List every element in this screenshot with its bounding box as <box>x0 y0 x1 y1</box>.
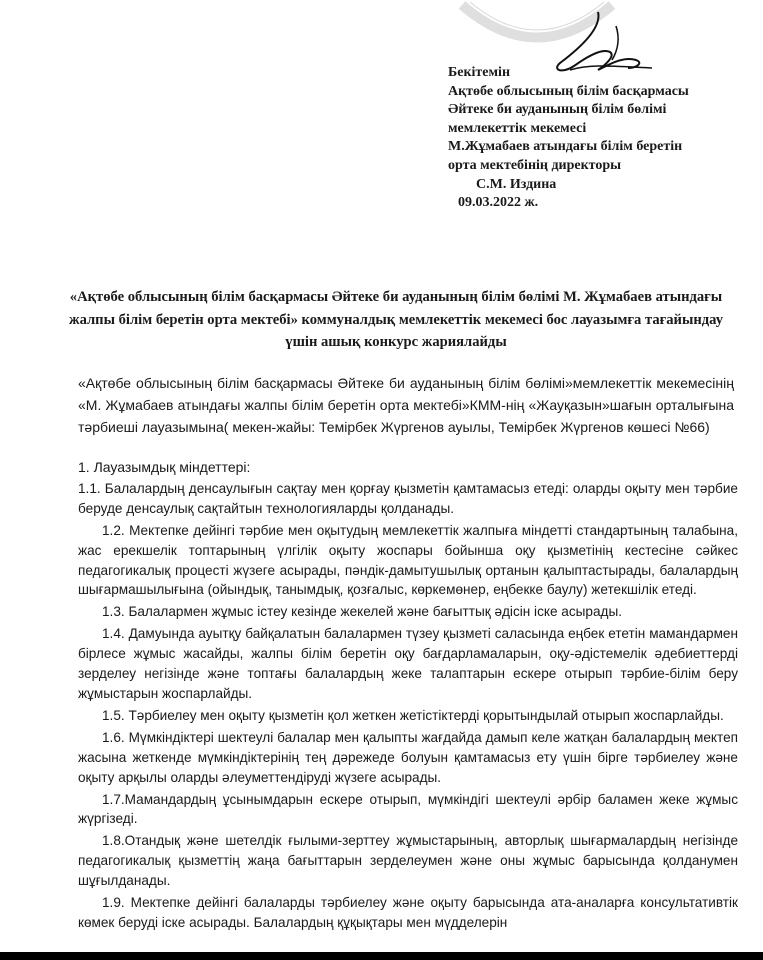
duties-section <box>78 458 738 935</box>
approval-line: Ақтөбе облысының білім басқармасы <box>448 83 689 99</box>
announcement-intro: «Ақтөбе облысының білім басқармасы Әйтеке би ауданының білім бөлімі»мемлекеттік мекемесінің «М. Жұмабаев атындағы жалпы білім беретін орта мектебі»КММ-нің «Жауқазын»шағын орталығына тәрбиеші лауазымына( мекен-жайы: Темірбек Жүргенов ауылы, Темірбек Жүргенов көшесі №66) <box>78 375 734 435</box>
bottom-edge-bar <box>0 952 763 960</box>
duty-item: 1.7.Мамандардың ұсынымдарын ескере отырып, мүмкіндігі шектеулі әрбір баламен жеке жұмыс жүргізеді. <box>78 791 738 827</box>
approval-line: мемлекеттік мекемесі <box>448 120 587 136</box>
approval-signatory: С.М. Издина <box>476 176 557 192</box>
duty-item: 1.3. Балалармен жұмыс істеу кезінде жекелей және бағыттық әдісін іске асырады. <box>102 604 623 620</box>
duty-item: 1.1. Балалардың денсаулығын сақтау мен қорғау қызметін қамтамасыз етеді: оларды оқыту мен тәрбие беруде денсаулық сақтайтын технологияларды қолданады. <box>78 480 738 516</box>
duty-item: 1.5. Тәрбиелеу мен оқыту қызметін қол жеткен жетістіктерді қорытындылай отырып жоспарлайды. <box>102 707 724 723</box>
duty-item: 1.6. Мүмкіндіктері шектеулі балалар мен қалыпты жағдайда дамып келе жатқан балалардың мектеп жасына жеткенде мүмкіндіктерінің тең дәрежеде болуын қамтамасыз ету үшін бірге тәрбиелеу және оқыту арқылы оларды әлеуметтендіруді жүзеге асырады. <box>78 729 738 785</box>
approval-label: Бекітемін <box>448 65 511 80</box>
announcement-title: «Ақтөбе облысының білім басқармасы Әйтеке би ауданының білім бөлімі М. Жұмабаев атындағы жалпы білім беретін орта мектебі» коммуналдық мемлекеттік мекемесі бос лауазымға тағайындау үшін ашық конкурс жариялайды <box>68 289 723 350</box>
approval-date: 09.03.2022 ж. <box>458 195 539 211</box>
section-heading: 1. Лауазымдық міндеттері: <box>78 459 251 475</box>
duty-item: 1.2. Мектепке дейінгі тәрбие мен оқытудың мемлекеттік жалпыға міндетті стандартының талабына, жас ерекшелік топтарының үлгілік оқыту жоспары бойынша оқу қызметінің кестесіне сәйкес педагогикалық процесті жүзеге асырады, пәндік-дамытушылық ортанын қалыптастырады, балалардың шығармашылығына (ойындық, танымдық, қозғалыс, көркемөнер, еңбекке баулу) жетекшілік етеді. <box>78 522 738 598</box>
approval-line: М.Жұмабаев атындағы білім беретін <box>448 139 683 155</box>
approval-line: Әйтеке би ауданының білім бөлімі <box>448 102 667 118</box>
approval-block <box>448 64 748 213</box>
duty-item: 1.9. Мектепке дейінгі балаларды тәрбиелеу және оқыту барысында ата-аналарға консультативтік көмек беруді іске асырады. Балалардың құқықтары мен мүдделерін <box>78 895 738 930</box>
duty-item: 1.8.Отандық және шетелдік ғылыми-зерттеу жұмыстарының, авторлық шығармалардың негізінде педагогикалық қызметтің жаңа бағыттарын зерделеумен және оны жұмыс барысында қолданумен шұғылданады. <box>78 833 738 889</box>
approval-line: орта мектебінің директоры <box>448 157 622 173</box>
duty-item: 1.4. Дамуында ауытқу байқалатын балалармен түзеу қызметі саласында еңбек ететін мамандармен бірлесе жұмыс жасайды, жалпы білім беретін оқу бағдарламаларын, оқу-әдістемелік әдебиеттерді зерделеу негізінде және топтағы балалардың жеке талаптарын ескере отырып тәрбие-білім беру жұмыстарын жоспарлайды. <box>78 626 738 701</box>
